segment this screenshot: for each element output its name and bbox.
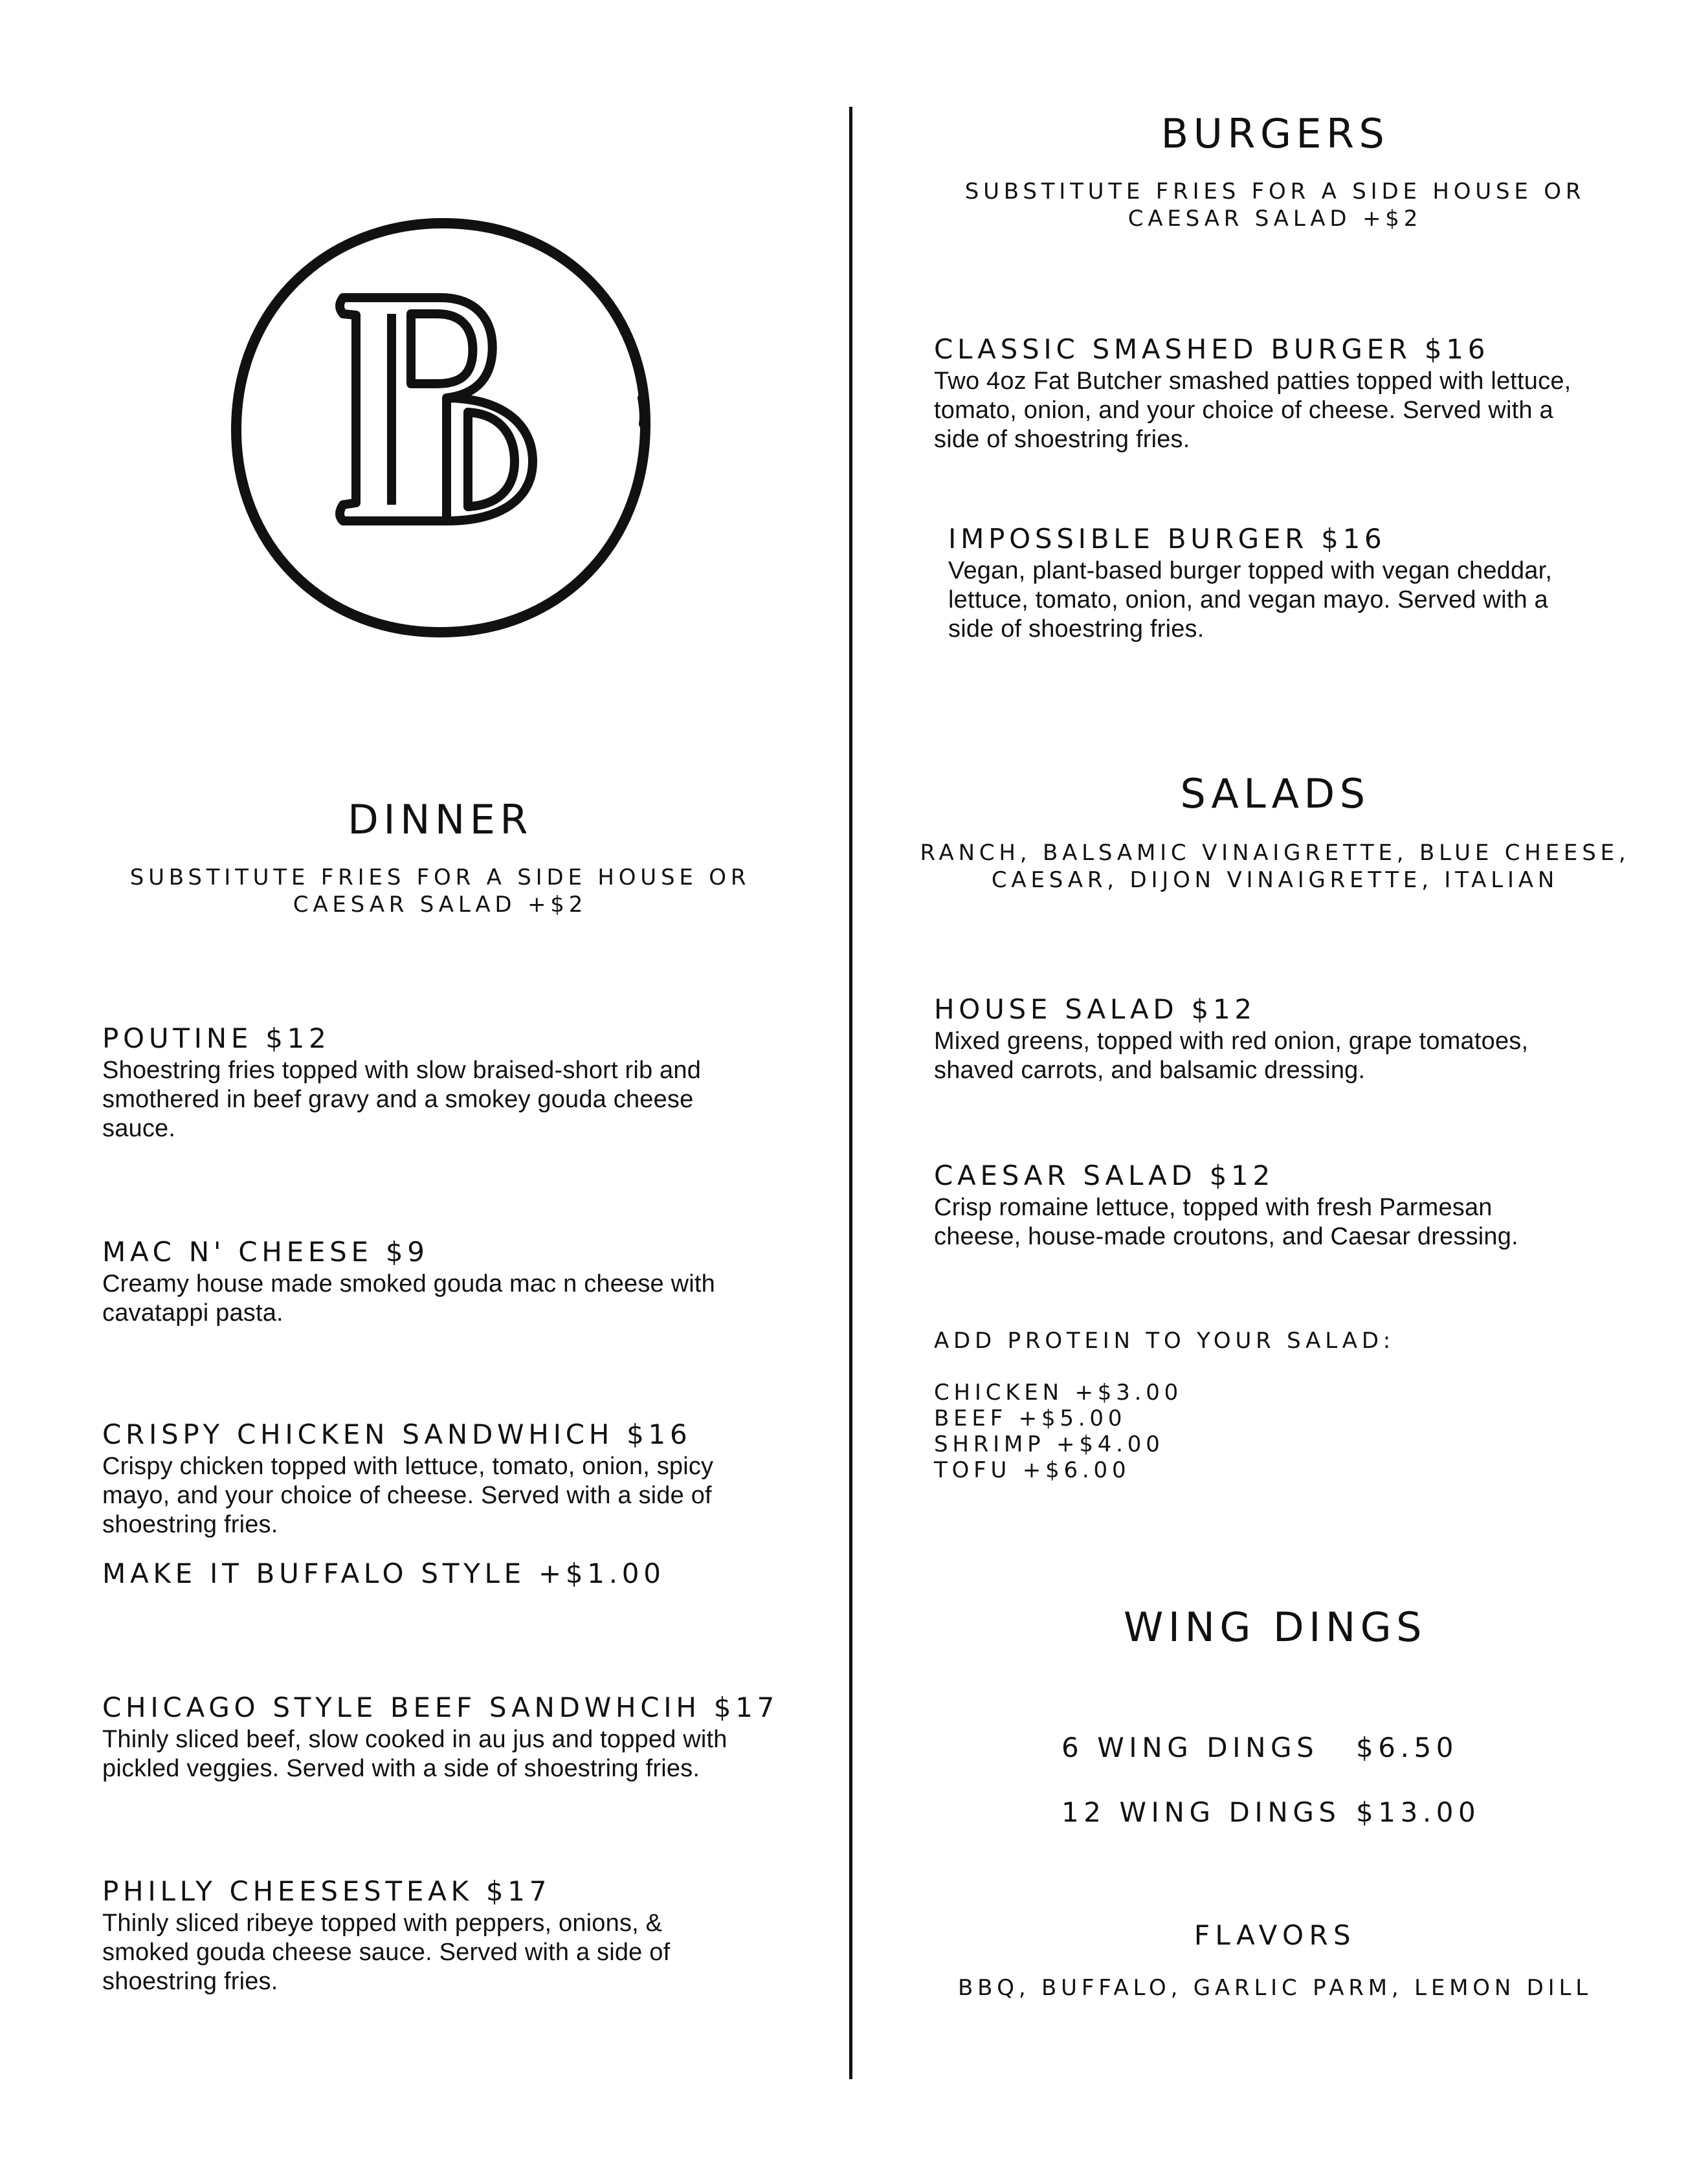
item-description: Creamy house made smoked gouda mac n cheese with cavatappi pasta. (102, 1270, 715, 1327)
salads-dressings: RANCH, BALSAMIC VINAIGRETTE, BLUE CHEESE, CAESAR, DIJON VINAIGRETTE, ITALIAN (920, 840, 1630, 893)
item-addon: MAKE IT BUFFALO STYLE +$1.00 (102, 1558, 665, 1589)
item-description: Thinly sliced beef, slow cooked in au jus and topped with pickled veggies. Served with a side of shoestring fries. (102, 1726, 727, 1782)
menu-item (102, 1022, 788, 1143)
item-description: Vegan, plant-based burger topped with vegan cheddar, lettuce, tomato, onion, and vegan mayo. Served with a side of shoestring fries. (948, 557, 1553, 643)
protein-option: SHRIMP +$4.00 (934, 1431, 1164, 1457)
item-name: IMPOSSIBLE BURGER $16 (948, 523, 1386, 555)
wings-title: WING DINGS (1124, 1604, 1427, 1651)
menu-item (102, 1875, 788, 1996)
flavors-list: BBQ, BUFFALO, GARLIC PARM, LEMON DILL (958, 1975, 1592, 2001)
wing-row (1061, 1732, 1579, 1764)
item-name: CAESAR SALAD $12 (934, 1160, 1274, 1191)
item-description: Thinly sliced ribeye topped with peppers, onions, & smoked gouda cheese sauce. Served with a side of shoestring fries. (102, 1910, 671, 1995)
item-description: Two 4oz Fat Butcher smashed patties topped with lettuce, tomato, onion, and your choice of cheese. Served with a side of shoestring fries. (934, 368, 1571, 453)
item-description: Crisp romaine lettuce, topped with fresh Parmesan cheese, house-made croutons, and Caesar dressing. (934, 1194, 1518, 1250)
item-name: PHILLY CHEESESTEAK $17 (102, 1875, 551, 1907)
item-name: POUTINE $12 (102, 1022, 331, 1054)
protein-option: TOFU +$6.00 (934, 1457, 1131, 1483)
salads-title: SALADS (1180, 770, 1370, 817)
item-name: CRISPY CHICKEN SANDWHICH $16 (102, 1418, 692, 1450)
wing-label: 12 WING DINGS (1061, 1796, 1341, 1828)
column-divider (849, 107, 852, 2079)
item-description: Shoestring fries topped with slow braised-short rib and smothered in beef gravy and a smokey gouda cheese sauce. (102, 1057, 702, 1142)
burgers-title: BURGERS (1160, 110, 1390, 157)
item-name: HOUSE SALAD $12 (934, 993, 1256, 1025)
protein-option: CHICKEN +$3.00 (934, 1380, 1183, 1406)
dinner-subtitle: SUBSTITUTE FRIES FOR A SIDE HOUSE OR CAESAR SALAD +$2 (129, 865, 751, 918)
menu-item (102, 1418, 788, 1590)
wing-price: $6.50 (1356, 1732, 1459, 1763)
item-name: CLASSIC SMASHED BURGER $16 (934, 333, 1490, 365)
protein-list (934, 1380, 1452, 1483)
restaurant-logo (223, 210, 657, 647)
flavors-title: FLAVORS (1194, 1919, 1357, 1951)
item-name: CHICAGO STYLE BEEF SANDWHCIH $17 (102, 1692, 779, 1723)
protein-option: BEEF +$5.00 (934, 1406, 1127, 1431)
protein-heading: ADD PROTEIN TO YOUR SALAD: (934, 1328, 1395, 1354)
menu-item (102, 1236, 788, 1328)
menu-item (934, 1160, 1620, 1252)
wing-price: $13.00 (1356, 1796, 1481, 1828)
item-name: MAC N' CHEESE $9 (102, 1236, 429, 1268)
menu-item (934, 993, 1620, 1085)
menu-item (102, 1692, 788, 1783)
item-description: Mixed greens, topped with red onion, grape tomatoes, shaved carrots, and balsamic dressing. (934, 1028, 1529, 1084)
wing-row (1061, 1796, 1579, 1829)
wing-label: 6 WING DINGS (1061, 1732, 1319, 1763)
item-description: Crispy chicken topped with lettuce, tomato, onion, spicy mayo, and your choice of cheese. Served with a side of shoestring fries. (102, 1453, 714, 1538)
dinner-title: DINNER (348, 796, 533, 843)
menu-item (948, 523, 1634, 644)
burgers-subtitle: SUBSTITUTE FRIES FOR A SIDE HOUSE OR CAESAR SALAD +$2 (964, 179, 1586, 232)
menu-item (934, 333, 1620, 454)
